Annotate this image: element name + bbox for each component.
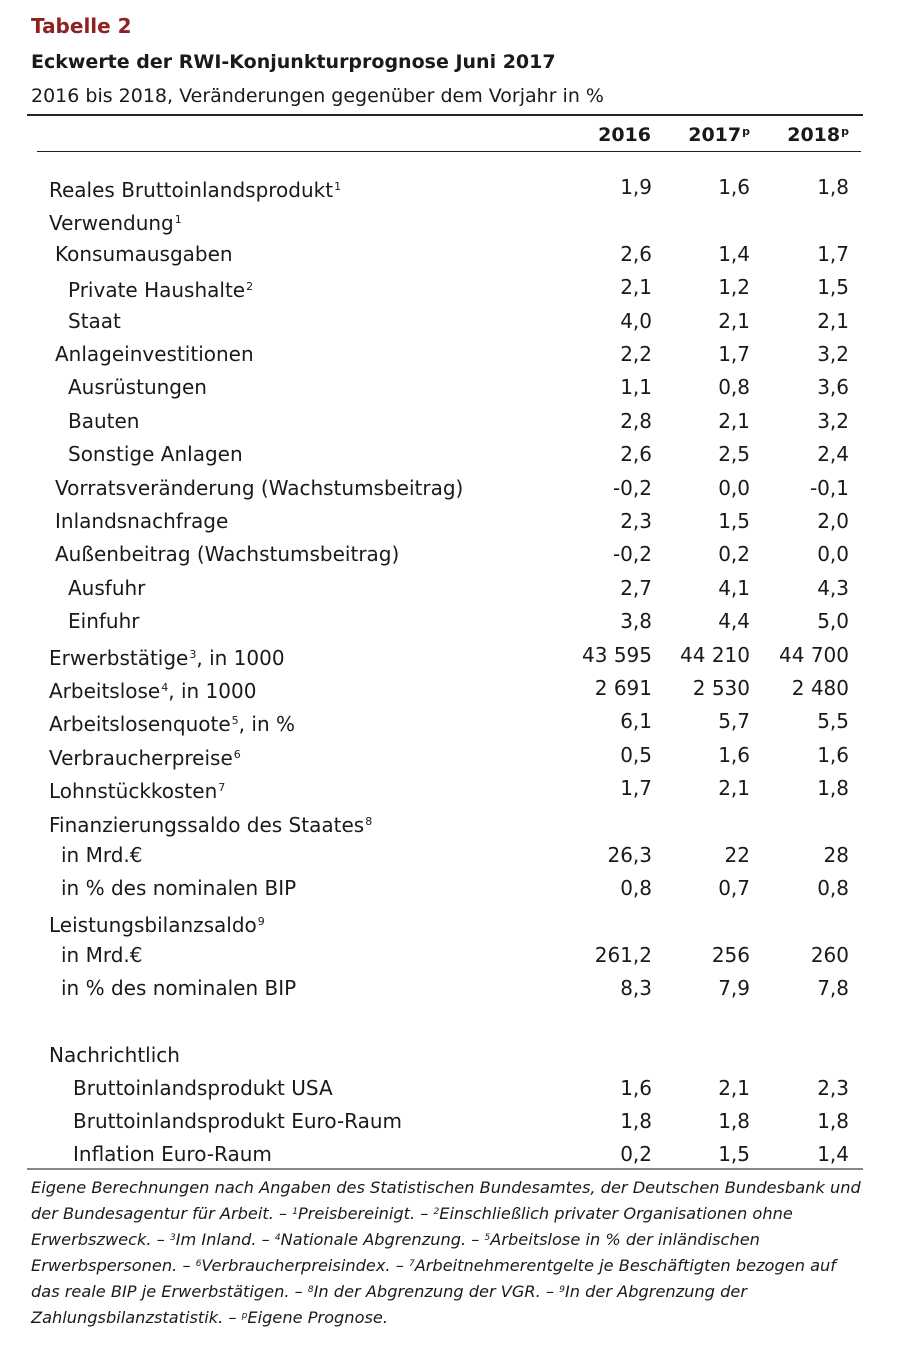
value-2016: 3,8: [620, 609, 652, 633]
value-2018: 1,8: [817, 776, 849, 800]
table-row: [0, 172, 899, 202]
value-2018: 2 480: [791, 676, 849, 700]
row-label: Verbraucherpreise$^6$: [49, 746, 241, 770]
value-2018: 1,6: [817, 743, 849, 767]
row-label: in Mrd.€: [61, 943, 143, 967]
footnote-text: In der Abgrenzung der VGR. –: [313, 1282, 560, 1301]
footnote-mark: p: [241, 1311, 248, 1321]
footnote-mark: 7: [218, 781, 226, 794]
value-2017: 5,7: [718, 709, 750, 733]
footnote-mark: 3: [189, 648, 197, 661]
value-2017: 1,2: [718, 275, 750, 299]
value-2018: 2,3: [817, 1076, 849, 1100]
value-2017: 2,1: [718, 409, 750, 433]
row-label: Reales Bruttoinlandsprodukt$^1$: [49, 178, 342, 202]
value-2018: 3,2: [817, 409, 849, 433]
value-2016: 1,7: [620, 776, 652, 800]
value-2018: 2,0: [817, 509, 849, 533]
value-2016: 1,1: [620, 375, 652, 399]
value-2018: 5,0: [817, 609, 849, 633]
row-label: Verwendung$^1$: [49, 211, 182, 235]
row-label: Bruttoinlandsprodukt Euro-Raum: [73, 1109, 403, 1133]
footnote-mark: 1: [174, 213, 182, 226]
value-2017: 0,8: [718, 375, 750, 399]
table-row: [0, 205, 899, 235]
table-row: [0, 473, 899, 503]
footnote-mark: 6: [233, 748, 241, 761]
header-rule: [37, 151, 861, 152]
footnote-mark: 2: [246, 280, 254, 293]
table-row: [0, 907, 899, 937]
footnote-intro: Eigene Berechnungen nach Angaben des Statistischen Bundesamtes, der Deutschen Bundesbank und der Bundesagentur für Arbeit. –: [31, 1178, 861, 1223]
footnote-text: Verbraucherpreisindex. –: [201, 1256, 409, 1275]
value-2018: 1,8: [817, 175, 849, 199]
row-label: Anlageinvestitionen: [55, 342, 254, 366]
value-2017: 2,1: [718, 776, 750, 800]
value-2016: 2,7: [620, 576, 652, 600]
row-label: Vorratsveränderung (Wachstumsbeitrag): [55, 476, 464, 500]
table-row: [0, 1040, 899, 1070]
row-label: in Mrd.€: [61, 843, 143, 867]
row-label: Inlandsnachfrage: [55, 509, 229, 533]
bottom-rule: [27, 1168, 863, 1170]
value-2016: 1,8: [620, 1109, 652, 1133]
footnote-mark: 9: [257, 915, 265, 928]
footnote-mark: 9: [559, 1285, 565, 1295]
value-2017: 1,5: [718, 1142, 750, 1166]
top-rule: [27, 114, 863, 116]
footnote-text: Eigene Prognose.: [247, 1308, 389, 1327]
value-2016: 0,5: [620, 743, 652, 767]
value-2016: -0,2: [612, 476, 652, 500]
table-row: [0, 339, 899, 369]
value-2018: 2,4: [817, 442, 849, 466]
value-2016: 6,1: [620, 709, 652, 733]
value-2016: 0,2: [620, 1142, 652, 1166]
footnote-mark: 8: [365, 815, 373, 828]
row-label: Leistungsbilanzsaldo$^9$: [49, 913, 265, 937]
value-2017: 1,4: [718, 242, 750, 266]
table-row: [0, 640, 899, 670]
footnote-mark: 5: [484, 1233, 491, 1243]
row-label: in % des nominalen BIP: [61, 976, 297, 1000]
row-label: Konsumausgaben: [55, 242, 233, 266]
value-2017: 256: [711, 943, 750, 967]
footnote-text: Preisbereinigt. –: [297, 1204, 434, 1223]
row-label: Sonstige Anlagen: [68, 442, 243, 466]
table-label: Tabelle 2: [31, 14, 132, 38]
value-2017: 2,1: [718, 1076, 750, 1100]
table-subtitle: 2016 bis 2018, Veränderungen gegenüber dem Vorjahr in %: [31, 85, 604, 107]
value-2017: 2,5: [718, 442, 750, 466]
footnotes: [31, 1176, 861, 1330]
footnote-mark: 1: [334, 180, 342, 193]
value-2016: 2,8: [620, 409, 652, 433]
row-label: Lohnstückkosten$^7$: [49, 779, 226, 803]
value-2017: 2 530: [692, 676, 750, 700]
value-2018: 1,8: [817, 1109, 849, 1133]
value-2016: 2 691: [594, 676, 652, 700]
table-row: [0, 1073, 899, 1103]
value-2016: 0,8: [620, 876, 652, 900]
value-2016: 2,6: [620, 242, 652, 266]
row-label: Bauten: [68, 409, 140, 433]
value-2016: 2,2: [620, 342, 652, 366]
value-2017: 7,9: [718, 976, 750, 1000]
value-2016: 1,6: [620, 1076, 652, 1100]
table-row: [0, 807, 899, 837]
table-row: [0, 272, 899, 302]
value-2016: 26,3: [607, 843, 652, 867]
value-2017: 4,4: [718, 609, 750, 633]
value-2017: 0,7: [718, 876, 750, 900]
row-label: in % des nominalen BIP: [61, 876, 297, 900]
value-2017: 0,0: [718, 476, 750, 500]
table-row: [0, 606, 899, 636]
row-label: Bruttoinlandsprodukt USA: [73, 1076, 333, 1100]
value-2016: 43 595: [582, 643, 652, 667]
value-2016: 2,1: [620, 275, 652, 299]
value-2016: 2,6: [620, 442, 652, 466]
value-2018: 4,3: [817, 576, 849, 600]
row-label: Einfuhr: [68, 609, 140, 633]
footnote-mark: 6: [195, 1259, 202, 1269]
row-label: Arbeitslose$^4$, in 1000: [49, 679, 257, 703]
table-row: [0, 940, 899, 970]
row-label: Nachrichtlich: [49, 1043, 180, 1067]
footnote-text: Arbeitnehmerentgelte je Beschäftigten bezogen auf das reale BIP je Erwerbstätigen. –: [31, 1256, 836, 1301]
value-2018: 1,7: [817, 242, 849, 266]
value-2016: -0,2: [612, 542, 652, 566]
footnote-mark: 7: [408, 1259, 415, 1269]
column-header-2016: 2016: [598, 124, 651, 146]
row-label: Private Haushalte$^2$: [68, 278, 254, 302]
footnote-mark: 4: [274, 1233, 281, 1243]
value-2018: 44 700: [779, 643, 849, 667]
table-row: [0, 372, 899, 402]
value-2018: 2,1: [817, 309, 849, 333]
footnote-text: In der Abgrenzung der Zahlungsbilanzstatistik. –: [31, 1282, 747, 1327]
table-row: [0, 573, 899, 603]
row-label: Inflation Euro-Raum: [73, 1142, 272, 1166]
value-2017: 1,5: [718, 509, 750, 533]
table-row: [0, 306, 899, 336]
row-label: Erwerbstätige$^3$, in 1000: [49, 646, 285, 670]
value-2018: 0,0: [817, 542, 849, 566]
value-2018: -0,1: [809, 476, 849, 500]
row-label: Ausrüstungen: [68, 375, 207, 399]
value-2017: 1,7: [718, 342, 750, 366]
value-2017: 0,2: [718, 542, 750, 566]
table-row: [0, 506, 899, 536]
table-row: [0, 539, 899, 569]
value-2018: 0,8: [817, 876, 849, 900]
table-row: [0, 973, 899, 1003]
value-2016: 8,3: [620, 976, 652, 1000]
value-2018: 7,8: [817, 976, 849, 1000]
table-row: [0, 1106, 899, 1136]
column-header-2018: 2018$^p$: [787, 124, 849, 146]
footnote-text: Im Inland. –: [175, 1230, 275, 1249]
value-2016: 1,9: [620, 175, 652, 199]
footnote-text: Einschließlich privater Organisationen ohne Erwerbszweck. –: [31, 1204, 793, 1249]
value-2018: 5,5: [817, 709, 849, 733]
row-label: Arbeitslosenquote$^5$, in %: [49, 712, 295, 736]
row-label: Staat: [68, 309, 121, 333]
value-2017: 1,6: [718, 743, 750, 767]
footnote-mark: 1: [292, 1207, 298, 1217]
value-2017: 22: [724, 843, 750, 867]
table-row: [0, 406, 899, 436]
footnote-text: Arbeitslose in % der inländischen Erwerbspersonen. –: [31, 1230, 760, 1275]
footnote-mark: 3: [169, 1233, 176, 1243]
table-row: [0, 439, 899, 469]
row-label: Finanzierungssaldo des Staates$^8$: [49, 813, 373, 837]
table-row: [0, 1139, 899, 1169]
table-title: Eckwerte der RWI-Konjunkturprognose Juni 2017: [31, 51, 556, 73]
value-2016: 4,0: [620, 309, 652, 333]
row-label: Ausfuhr: [68, 576, 146, 600]
value-2018: 1,4: [817, 1142, 849, 1166]
value-2017: 2,1: [718, 309, 750, 333]
table-row: [0, 740, 899, 770]
table-row: [0, 873, 899, 903]
value-2017: 1,8: [718, 1109, 750, 1133]
footnote-mark: 4: [161, 681, 169, 694]
footnote-mark: 2: [433, 1207, 440, 1217]
table-row: [0, 773, 899, 803]
footnote-text: Nationale Abgrenzung. –: [280, 1230, 485, 1249]
value-2016: 2,3: [620, 509, 652, 533]
value-2016: 261,2: [594, 943, 652, 967]
table-row: [0, 673, 899, 703]
value-2018: 3,2: [817, 342, 849, 366]
value-2018: 260: [810, 943, 849, 967]
table-row: [0, 239, 899, 269]
footnote-mark: 8: [307, 1285, 314, 1295]
table-row: [0, 840, 899, 870]
value-2017: 44 210: [680, 643, 750, 667]
table-row: [0, 706, 899, 736]
value-2018: 28: [823, 843, 849, 867]
column-header-2017: 2017$^p$: [688, 124, 750, 146]
row-label: Außenbeitrag (Wachstumsbeitrag): [55, 542, 400, 566]
value-2017: 1,6: [718, 175, 750, 199]
value-2017: 4,1: [718, 576, 750, 600]
value-2018: 1,5: [817, 275, 849, 299]
footnote-mark: 5: [231, 714, 239, 727]
value-2018: 3,6: [817, 375, 849, 399]
